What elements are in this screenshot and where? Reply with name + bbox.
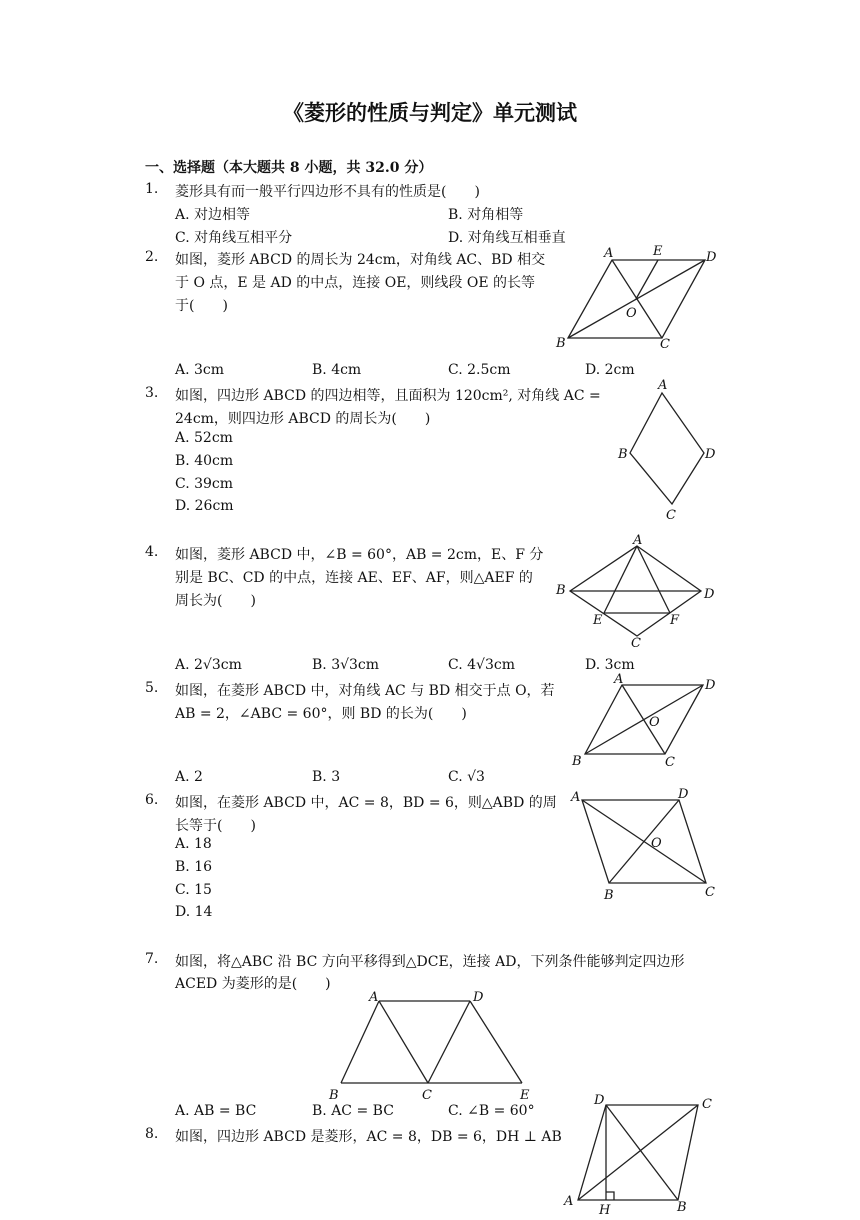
q3-option-d: D. 26cm: [175, 498, 234, 514]
section-heading: 一、选择题（本大题共 8 小题，共 32.0 分）: [145, 160, 433, 176]
q7-number: 7.: [145, 951, 159, 967]
q5-label-b: B: [572, 754, 582, 769]
q5-number: 5.: [145, 680, 159, 696]
q5-figure: [565, 668, 725, 777]
q3-option-a: A. 52cm: [175, 430, 233, 446]
q8-figure: [558, 1088, 723, 1220]
q7-label-d: D: [473, 990, 484, 1005]
q7-stem-line2: ACED 为菱形的是( ): [175, 976, 331, 992]
q4-stem-line2: 别是 BC、CD 的中点，连接 AE、EF、AF，则△AEF 的: [175, 570, 533, 586]
q4-stem-line1: 如图，菱形 ABCD 中，∠B = 60°，AB = 2cm，E、F 分: [175, 547, 544, 563]
q8-label-c: C: [702, 1097, 712, 1112]
q4-label-a: A: [633, 533, 643, 548]
q4-label-e: E: [593, 613, 603, 628]
q5-stem-line2: AB = 2，∠ABC = 60°，则 BD 的长为( ): [175, 706, 467, 722]
q3-option-b: B. 40cm: [175, 453, 234, 469]
q4-option-c: C. 4√3cm: [448, 657, 515, 673]
q5-label-c: C: [665, 755, 675, 770]
q5-label-o: O: [649, 715, 660, 730]
q6-option-b: B. 16: [175, 859, 213, 875]
q5-stem-line1: 如图，在菱形 ABCD 中，对角线 AC 与 BD 相交于点 O，若: [175, 683, 555, 699]
q6-figure: [565, 785, 725, 909]
q2-stem-line1: 如图，菱形 ABCD 的周长为 24cm，对角线 AC、BD 相交: [175, 252, 546, 268]
q7-stem-line1: 如图，将△ABC 沿 BC 方向平移得到△DCE，连接 AD，下列条件能够判定四边形: [175, 954, 685, 970]
q2-option-d: D. 2cm: [585, 362, 635, 378]
q3-number: 3.: [145, 385, 159, 401]
q1-option-a: A. 对边相等: [175, 207, 251, 223]
q3-stem-line2: 24cm，则四边形 ABCD 的周长为( ): [175, 411, 431, 427]
q4-stem-line3: 周长为( ): [175, 593, 256, 609]
q2-option-b: B. 4cm: [312, 362, 362, 378]
q3-figure: [612, 376, 722, 530]
q6-label-a: A: [571, 790, 581, 805]
q4-label-b: B: [556, 583, 566, 598]
q6-stem-line1: 如图，在菱形 ABCD 中，AC = 8，BD = 6，则△ABD 的周: [175, 795, 557, 811]
q6-option-c: C. 15: [175, 882, 212, 898]
q8-label-a: A: [564, 1194, 574, 1209]
q2-label-d: D: [706, 250, 717, 265]
q8-label-d: D: [594, 1093, 605, 1108]
q2-label-b: B: [556, 336, 566, 351]
q6-number: 6.: [145, 792, 159, 808]
q8-label-h: H: [599, 1203, 611, 1218]
q2-number: 2.: [145, 249, 159, 265]
q7-option-a: A. AB = BC: [175, 1103, 257, 1119]
q4-figure: [550, 534, 725, 656]
q1-stem: 菱形具有而一般平行四边形不具有的性质是( ): [175, 184, 480, 200]
q7-option-c: C. ∠B = 60°: [448, 1103, 535, 1119]
q4-option-a: A. 2√3cm: [175, 657, 242, 673]
q7-label-c: C: [422, 1088, 432, 1103]
q6-label-b: B: [604, 888, 614, 903]
q3-label-d: D: [705, 447, 716, 462]
q5-option-a: A. 2: [175, 769, 203, 785]
q5-label-d: D: [705, 678, 716, 693]
q6-label-c: C: [705, 885, 715, 900]
q7-label-e: E: [520, 1088, 530, 1103]
q5-option-c: C. √3: [448, 769, 485, 785]
q7-figure: [322, 985, 542, 1109]
q5-label-a: A: [614, 672, 624, 687]
q2-label-a: A: [604, 246, 614, 261]
q3-label-c: C: [666, 508, 676, 523]
q2-stem-line2: 于 O 点，E 是 AD 的中点，连接 OE，则线段 OE 的长等: [175, 275, 536, 291]
q1-option-c: C. 对角线互相平分: [175, 230, 293, 246]
q3-stem-line1: 如图，四边形 ABCD 的四边相等，且面积为 120cm², 对角线 AC =: [175, 388, 601, 404]
q4-option-b: B. 3√3cm: [312, 657, 380, 673]
q2-label-c: C: [660, 337, 670, 352]
q4-label-f: F: [670, 613, 680, 628]
q7-label-b: B: [329, 1088, 339, 1103]
q6-label-d: D: [678, 787, 689, 802]
q2-stem-line3: 于( ): [175, 298, 228, 314]
q6-stem-line2: 长等于( ): [175, 818, 256, 834]
q8-label-b: B: [677, 1200, 687, 1215]
q2-figure: [550, 238, 725, 358]
q2-option-a: A. 3cm: [175, 362, 225, 378]
q2-label-o: O: [626, 306, 637, 321]
q6-label-o: O: [651, 836, 662, 851]
q7-option-b: B. AC = BC: [312, 1103, 394, 1119]
q8-number: 8.: [145, 1126, 159, 1142]
page-title: 《菱形的性质与判定》单元测试: [283, 100, 577, 125]
q4-label-d: D: [704, 587, 715, 602]
q6-option-a: A. 18: [175, 836, 212, 852]
q3-option-c: C. 39cm: [175, 476, 234, 492]
q1-option-b: B. 对角相等: [448, 207, 524, 223]
q8-stem-line1: 如图，四边形 ABCD 是菱形，AC = 8，DB = 6，DH ⊥ AB: [175, 1129, 562, 1145]
q3-label-a: A: [658, 378, 668, 393]
q2-option-c: C. 2.5cm: [448, 362, 511, 378]
q7-label-a: A: [369, 990, 379, 1005]
q6-option-d: D. 14: [175, 904, 213, 920]
q1-option-d: D. 对角线互相垂直: [448, 230, 566, 246]
q4-option-d: D. 3cm: [585, 657, 635, 673]
q3-label-b: B: [618, 447, 628, 462]
q2-label-e: E: [653, 244, 663, 259]
q4-number: 4.: [145, 544, 159, 560]
q5-option-b: B. 3: [312, 769, 341, 785]
q4-label-c: C: [631, 636, 641, 651]
q1-number: 1.: [145, 181, 159, 197]
